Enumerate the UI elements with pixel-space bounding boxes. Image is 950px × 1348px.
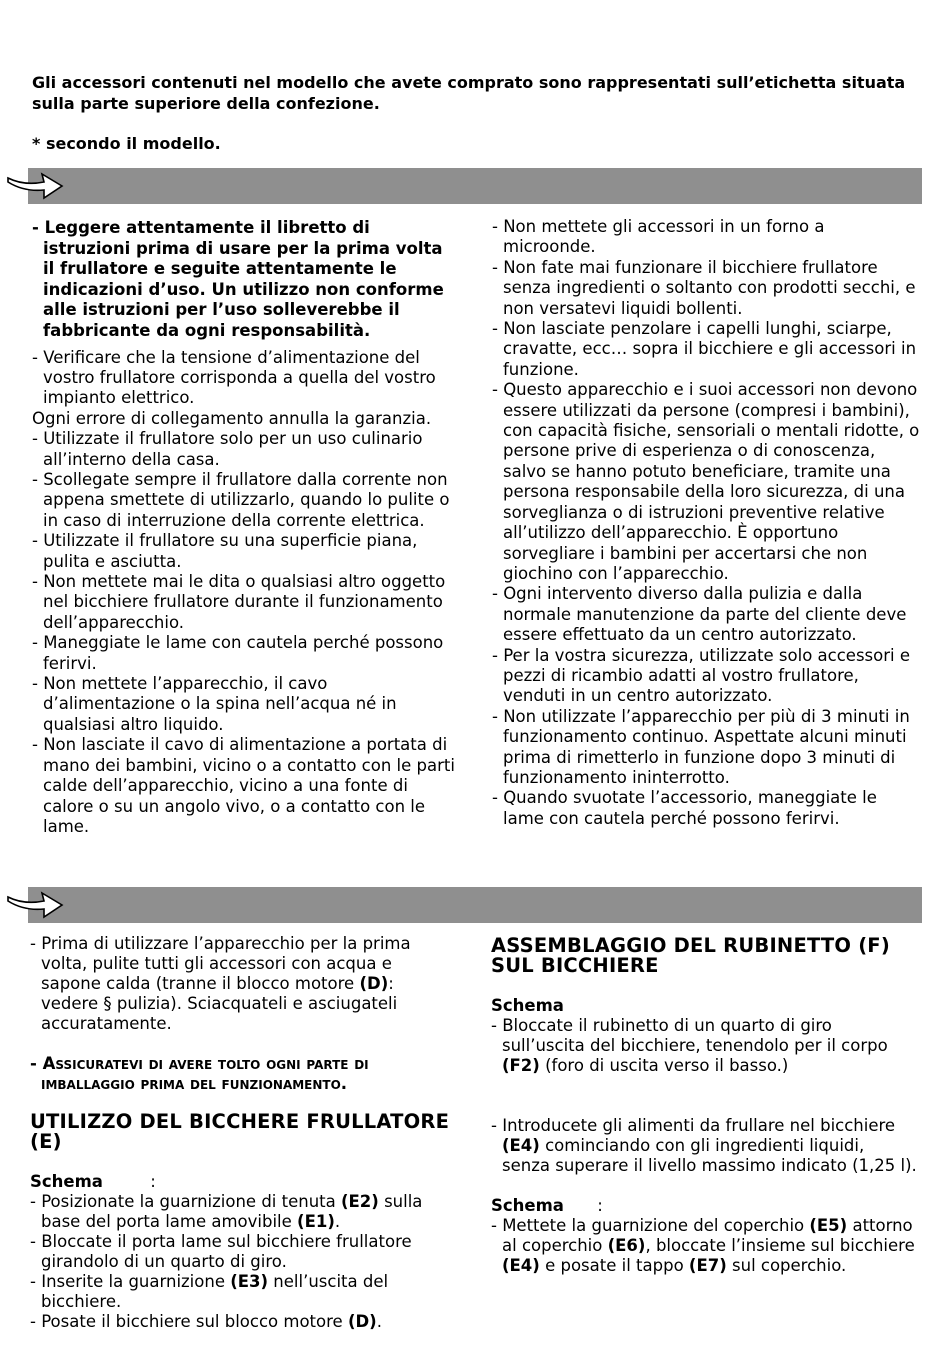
text-segment: - Posizionate la guarnizione di tenuta [30,1192,341,1211]
schema-step [30,1192,450,1232]
text-segment: attorno al coperchio [502,1216,913,1255]
section-bar-usage [28,887,922,923]
arrow-right-icon [4,887,66,921]
schema-colon: : [597,1196,603,1215]
safety-list-item: - Non lasciate penzolare i capelli lunghi, sciarpe, cravatte, ecc… sopra il bicchiere e gli accessori in funzione. [492,319,917,379]
part-reference: (E7) [688,1256,727,1275]
schema-label: Schema [491,996,564,1015]
intro-text: Gli accessori contenuti nel modello che avete comprato sono rappresentati sull’etichetta situata sulla parte superiore della confezione. [32,73,906,113]
part-reference: (E4) [502,1256,540,1275]
text-segment: e posate il tappo [539,1256,689,1275]
part-reference: (E2) [341,1192,379,1211]
safety-list-item: - Quando svuotate l’accessorio, maneggiate le lame con cautela perché possono ferirvi. [492,788,877,828]
text-segment: - Bloccate il porta lame sul bicchiere frullatore girandolo di un quarto di giro. [30,1232,412,1271]
text-segment: - Mettete la guarnizione del coperchio [491,1216,810,1235]
safety-list-item: - Utilizzate il frullatore solo per un uso culinario all’interno della casa. [32,429,423,469]
safety-warning: - Leggere attentamente il libretto di istruzioni prima di usare per la prima volta il frullatore e seguite attentamente le indicazioni d’uso. Un utilizzo non conforme alle istruzioni per l’uso solleverebbe il fabbricante da ogni responsabilità. [32,218,444,340]
safety-list-item: - Non lasciate il cavo di alimentazione a portata di mano dei bambini, vicino o a contatto con le parti calde dell’apparecchio, vicino a una fonte di calore o su un angolo vivo, o a contatto con le lame. [32,735,455,836]
packaging-warning: - Assicuratevi di avere tolto ogni parte di imballaggio prima del funzionamento. [30,1054,369,1093]
part-reference: (E5) [809,1216,848,1235]
part-reference: (D) [347,1312,377,1331]
safety-list-item: - Per la vostra sicurezza, utilizzate solo accessori e pezzi di ricambio adatti al vostro frullatore, venduti in un centro autorizzato. [492,645,911,706]
safety-list-item: Ogni errore di collegamento annulla la garanzia. [32,408,432,428]
ingredients-instruction [491,1116,917,1176]
text-segment: - Bloccate il rubinetto di un quarto di giro sull’uscita del bicchiere, tenendolo per il corpo [491,1016,888,1055]
part-reference: (D) [359,974,389,993]
safety-list-item: - Ogni intervento diverso dalla pulizia e dalla normale manutenzione da parte del cliente deve essere effettuato da un centro autorizzato. [492,584,907,645]
schema-line [30,1172,450,1192]
schema-label: Schema [30,1172,103,1191]
arrow-right-icon [4,168,66,202]
text-segment: - Prima di utilizzare l’apparecchio per la prima volta, pulite tutti gli accessori con acqua e sapone calda (tranne il blocco motore [30,934,411,993]
text-segment: . [376,1312,382,1331]
tap-assembly-heading-line2: SUL BICCHIERE [491,954,659,977]
usage-left-column [30,934,450,1332]
part-reference: (E1) [297,1212,335,1231]
text-segment: (foro di uscita verso il basso.) [539,1056,789,1075]
safety-list-item: - Questo apparecchio e i suoi accessori non devono essere utilizzati da persone (compresi i bambini), con capacità fisiche, sensoriali o mentali ridotte, o persone prive di esperienza o di conoscenza, salvo se hanno potuto beneficiare, tramite una persona responsabile della loro sicurezza, di una sorveglianza o di istruzioni preventive relative all’utilizzo dell’apparecchio. È opportuno sorvegliare i bambini per accertarsi che non giochino con l’apparecchio. [492,380,920,583]
model-note: * secondo il modello. [32,134,221,153]
text-segment: - Inserite la guarnizione [30,1272,231,1291]
section-bar-safety [28,168,922,204]
text-segment: : vedere § pulizia). Sciacquateli e asciugateli accuratamente. [41,974,398,1033]
schema-label: Schema [491,1196,564,1215]
schema-colon: : [150,1172,156,1191]
safety-list-item: - Non fate mai funzionare il bicchiere frullatore senza ingredienti o soltanto con prodotti secchi, e non versatevi liquidi bollenti. [492,257,916,318]
safety-list-item: - Non mettete l’apparecchio, il cavo d’alimentazione o la spina nell’acqua né in qualsiasi altro liquido. [32,674,397,734]
tap-instruction [491,1016,917,1076]
text-segment: - Posate il bicchiere sul blocco motore [30,1312,348,1331]
text-segment: sul coperchio. [726,1256,847,1275]
lid-instruction [491,1216,917,1276]
tap-assembly-heading-line1: ASSEMBLAGGIO DEL RUBINETTO (F) [491,934,890,957]
safety-list-item: - Non mettete mai le dita o qualsiasi altro oggetto nel bicchiere frullatore durante il funzionamento dell’apparecchio. [32,572,446,632]
usage-right-column [491,936,917,1276]
text-segment: nell’uscita del bicchiere. [41,1272,389,1311]
part-reference: (F2) [502,1056,540,1075]
safety-right-column [492,217,920,829]
text-segment: sulla base del porta lame amovibile [41,1192,423,1231]
blender-usage-heading: UTILIZZO DEL BICCHERE FRULLATORE (E) [30,1110,450,1153]
part-reference: (E3) [230,1272,269,1291]
text-segment: - Introducete gli alimenti da frullare nel bicchiere [491,1116,896,1135]
schema-line [491,1196,917,1216]
text-segment: cominciando con gli ingredienti liquidi, senza superare il livello massimo indicato (1,25 l). [502,1136,917,1175]
schema-step [30,1272,450,1312]
safety-list-item: - Scollegate sempre il frullatore dalla corrente non appena smettete di utilizzarlo, quando lo pulite o in caso di interruzione della corrente elettrica. [32,470,450,530]
safety-list-item: - Maneggiate le lame con cautela perché possono ferirvi. [32,633,444,673]
schema-step [30,1232,450,1272]
part-reference: (E6) [607,1236,646,1255]
text-segment: . [334,1212,341,1231]
safety-list-item: - Verificare che la tensione d’alimentazione del vostro frullatore corrisponda a quella del vostro impianto elettrico. [32,347,436,408]
safety-list-item: - Non mettete gli accessori in un forno a microonde. [492,217,825,257]
safety-left-column [32,218,456,837]
safety-list-item: - Utilizzate il frullatore su una superficie piana, pulita e asciutta. [32,531,418,571]
schema-step [30,1312,450,1332]
text-segment: , bloccate l’insieme sul bicchiere [645,1236,915,1255]
part-reference: (E4) [502,1136,540,1155]
first-use-instruction [30,934,450,1034]
safety-list-item: - Non utilizzate l’apparecchio per più di 3 minuti in funzionamento continuo. Aspettate alcuni minuti prima di rimetterlo in funzione dopo 3 minuti di funzionamento ininterrotto. [492,706,910,787]
